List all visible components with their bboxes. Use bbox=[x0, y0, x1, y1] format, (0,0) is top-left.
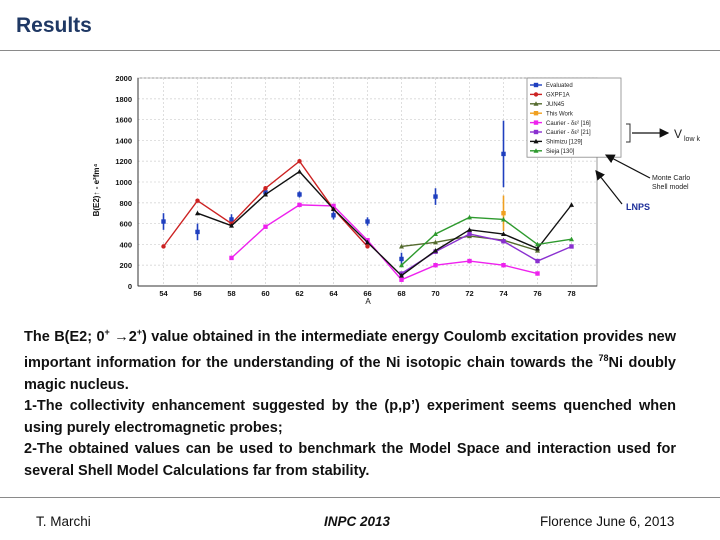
data-point bbox=[263, 186, 267, 190]
paragraph-point-2: 2-The obtained values can be used to benchmark the Model Space and interaction used for several Shell Model Calculations far from stability. bbox=[24, 441, 676, 479]
slide-title: Results bbox=[16, 14, 92, 37]
footer-date: Florence June 6, 2013 bbox=[540, 514, 675, 529]
legend-entry: Evaluated bbox=[546, 83, 573, 90]
x-axis-label: A bbox=[365, 297, 371, 306]
legend-entry: Sieja [130] bbox=[546, 149, 575, 155]
data-point bbox=[263, 225, 267, 229]
data-point bbox=[331, 213, 335, 217]
data-point bbox=[229, 256, 233, 260]
y-tick-label: 0 bbox=[127, 282, 132, 291]
legend-entry: Caurier - δε² [16] bbox=[546, 120, 591, 127]
paragraph-point-1: 1-The collectivity enhancement suggested by the (p,p’) experiment seems quenched when using purely electromagnetic probes; bbox=[24, 398, 676, 436]
data-point bbox=[161, 219, 165, 223]
x-tick-label: 60 bbox=[261, 289, 270, 298]
data-point bbox=[467, 232, 471, 236]
data-point bbox=[433, 263, 437, 267]
intro-sup-2: + bbox=[136, 327, 143, 337]
legend-entry: GXPF1A bbox=[546, 92, 570, 99]
legend-entry: This Work bbox=[546, 111, 573, 118]
data-point bbox=[399, 257, 403, 261]
paragraph-intro bbox=[24, 322, 676, 396]
lnps-label: LNPS bbox=[626, 202, 651, 212]
body-text bbox=[24, 322, 676, 482]
data-point bbox=[297, 159, 301, 163]
legend-swatch-marker bbox=[534, 120, 538, 124]
x-tick-label: 58 bbox=[227, 289, 236, 298]
data-point bbox=[535, 271, 539, 275]
y-tick-label: 1400 bbox=[115, 136, 132, 146]
y-axis-label: B(E2)↑ - e²fm⁴ bbox=[92, 163, 101, 217]
legend-entry: Shimizu [129] bbox=[546, 139, 583, 146]
data-point bbox=[467, 259, 471, 263]
intro-sup-3: 78 bbox=[598, 353, 609, 364]
lnps-arrow bbox=[596, 171, 622, 204]
y-tick-label: 2000 bbox=[115, 74, 132, 83]
x-tick-label: 62 bbox=[295, 289, 304, 298]
footer-conference: INPC 2013 bbox=[324, 514, 391, 529]
vlowk-label: V bbox=[674, 127, 683, 141]
vlowk-bracket bbox=[626, 124, 630, 142]
x-tick-label: 72 bbox=[465, 289, 474, 298]
y-tick-label: 1800 bbox=[115, 94, 132, 104]
x-tick-label: 70 bbox=[431, 289, 440, 298]
data-point bbox=[297, 203, 301, 207]
data-point bbox=[399, 278, 403, 282]
data-point bbox=[501, 263, 505, 267]
legend-swatch-marker bbox=[534, 83, 538, 87]
data-point bbox=[535, 259, 539, 263]
x-tick-label: 78 bbox=[567, 289, 576, 298]
legend-entry: Caurier - δε² [21] bbox=[546, 130, 591, 137]
x-tick-label: 76 bbox=[533, 289, 542, 298]
x-tick-label: 56 bbox=[193, 289, 202, 298]
footer-author: T. Marchi bbox=[36, 514, 91, 529]
data-point bbox=[569, 244, 573, 248]
data-point bbox=[195, 199, 199, 203]
y-tick-label: 800 bbox=[119, 198, 132, 208]
data-point bbox=[229, 217, 233, 221]
y-tick-label: 1200 bbox=[115, 157, 132, 167]
intro-part-a: The B(E2; 0 bbox=[24, 328, 105, 345]
legend-entry: JUN45 bbox=[546, 102, 565, 108]
intro-sup-1: + bbox=[104, 327, 110, 337]
y-tick-label: 1600 bbox=[115, 115, 132, 125]
data-point bbox=[433, 194, 437, 198]
y-tick-label: 600 bbox=[119, 219, 132, 229]
x-tick-label: 68 bbox=[397, 289, 406, 298]
data-point bbox=[501, 152, 505, 156]
y-tick-label: 400 bbox=[119, 240, 132, 250]
y-tick-label: 200 bbox=[119, 261, 132, 271]
data-point bbox=[501, 239, 505, 243]
legend-swatch-marker bbox=[534, 111, 538, 115]
y-tick-label: 1000 bbox=[115, 178, 132, 187]
data-point bbox=[365, 244, 369, 248]
shellmodel-label: Shell model bbox=[652, 184, 689, 191]
legend-swatch-marker bbox=[534, 130, 538, 134]
data-point bbox=[161, 244, 165, 248]
intro-part-c: ) value obtained in the intermediate energy Coulomb excitation provides new important information for the understanding of the Ni isotopic chain towards the bbox=[24, 328, 677, 372]
legend bbox=[527, 78, 621, 157]
x-tick-label: 54 bbox=[159, 289, 168, 298]
montecarlo-arrow bbox=[606, 155, 650, 178]
legend-swatch-marker bbox=[534, 92, 538, 96]
data-point bbox=[501, 211, 505, 215]
x-tick-label: 64 bbox=[329, 289, 338, 298]
vlowk-subscript: low k bbox=[684, 136, 700, 143]
x-tick-label: 74 bbox=[499, 289, 508, 298]
intro-part-b: →2 bbox=[109, 328, 137, 345]
data-point bbox=[297, 192, 301, 196]
data-point bbox=[195, 230, 199, 234]
data-point bbox=[365, 219, 369, 223]
x-tick-label: 66 bbox=[363, 289, 372, 298]
intro-part-d: Ni doubly magic nucleus. bbox=[24, 355, 676, 393]
montecarlo-label: Monte Carlo bbox=[652, 175, 691, 182]
footer-rule bbox=[0, 497, 720, 498]
